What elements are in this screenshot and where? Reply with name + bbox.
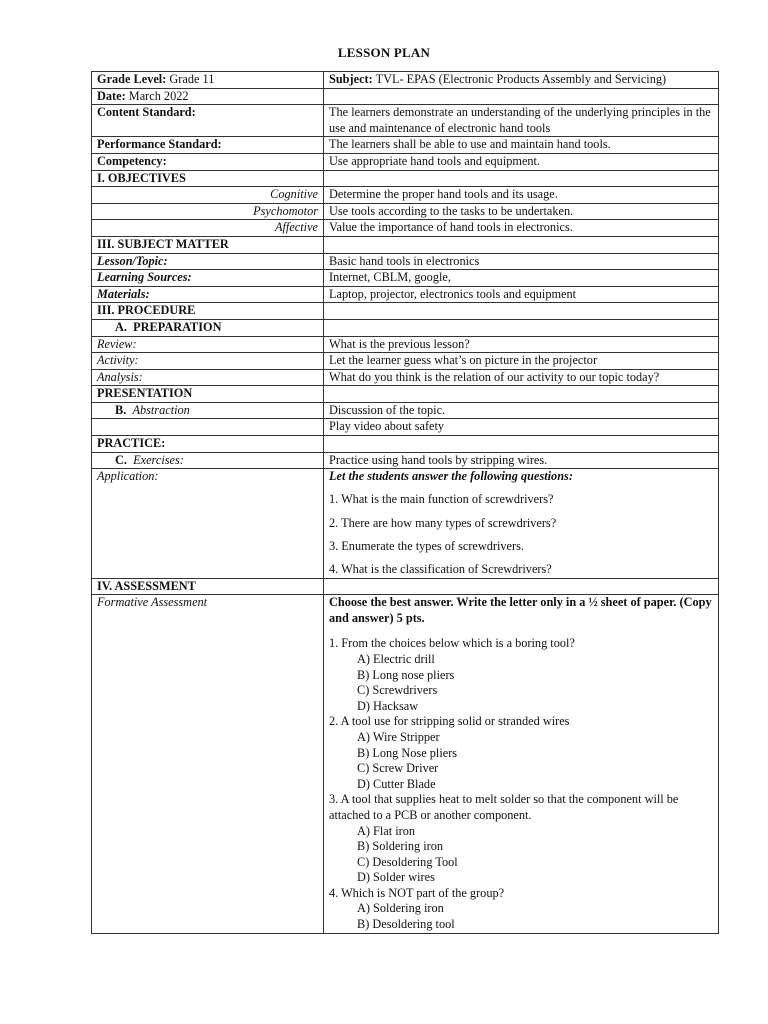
analysis-value: What do you think is the relation of our activity to our topic today? <box>324 369 719 386</box>
application-cell <box>324 469 719 578</box>
review-value: What is the previous lesson? <box>324 336 719 353</box>
answer-option: A) Flat iron <box>357 823 416 838</box>
review-row <box>92 336 719 353</box>
subject-value: TVL- EPAS (Electronic Products Assembly and Servicing) <box>375 72 667 86</box>
objectives-heading: I. OBJECTIVES <box>92 170 324 187</box>
application-label: Application: <box>92 469 324 578</box>
exercises-row <box>92 452 719 469</box>
assessment-question: 2. A tool use for stripping solid or stranded wires <box>329 714 570 729</box>
performance-standard-label: Performance Standard: <box>92 137 324 154</box>
practice-heading-row <box>92 436 719 453</box>
lesson-plan-table <box>91 71 719 934</box>
subject-matter-label: Materials: <box>92 286 324 303</box>
performance-standard-value: The learners shall be able to use and maintain hand tools. <box>324 137 719 154</box>
application-question: 3. Enumerate the types of screwdrivers. <box>329 538 524 553</box>
content-standard-row <box>92 105 719 137</box>
page-title: LESSON PLAN <box>337 45 431 60</box>
date-cell <box>92 88 324 105</box>
review-label: Review: <box>92 336 324 353</box>
answer-option: B) Soldering iron <box>357 839 444 854</box>
subject-matter-heading: III. SUBJECT MATTER <box>92 236 324 253</box>
formative-assessment-label: Formative Assessment <box>92 595 324 933</box>
answer-option: C) Screw Driver <box>357 761 439 776</box>
answer-option: A) Wire Stripper <box>357 729 440 744</box>
objective-row <box>92 203 719 220</box>
answer-option: D) Solder wires <box>357 870 435 885</box>
grade-subject-row <box>92 72 719 89</box>
date-blank-cell <box>324 88 719 105</box>
competency-value: Use appropriate hand tools and equipment. <box>324 153 719 170</box>
assessment-question: 3. A tool that supplies heat to melt solder so that the component will be attached to a PCB or another component. <box>329 792 679 822</box>
assessment-heading-row <box>92 578 719 595</box>
answer-option: A) Soldering iron <box>357 901 444 916</box>
activity-row <box>92 353 719 370</box>
exercises-label-cell <box>92 452 324 469</box>
objective-value: Determine the proper hand tools and its usage. <box>324 187 719 204</box>
abstraction-value: Discussion of the topic. <box>324 402 719 419</box>
application-question: 1. What is the main function of screwdrivers? <box>329 492 554 507</box>
activity-value: Let the learner guess what’s on picture in the projector <box>324 353 719 370</box>
abstraction-letter: B. <box>115 402 127 417</box>
subject-matter-row <box>92 253 719 270</box>
content-standard-label: Content Standard: <box>92 105 324 137</box>
abstraction-value-2: Play video about safety <box>324 419 719 436</box>
assessment-heading: IV. ASSESSMENT <box>92 578 324 595</box>
application-row <box>92 469 719 578</box>
answer-option: A) Electric drill <box>357 651 435 666</box>
objective-label: Psychomotor <box>92 203 324 220</box>
abstraction-row <box>92 402 719 419</box>
subject-matter-heading-row <box>92 236 719 253</box>
answer-option: B) Long Nose pliers <box>357 745 458 760</box>
subject-matter-value: Basic hand tools in electronics <box>324 253 719 270</box>
practice-heading: PRACTICE: <box>92 436 324 453</box>
presentation-heading-row <box>92 386 719 403</box>
grade-level-cell <box>92 72 324 89</box>
formative-assessment-cell <box>324 595 719 933</box>
date-value: March 2022 <box>128 88 189 103</box>
subject-matter-label: Lesson/Topic: <box>92 253 324 270</box>
procedure-heading: III. PROCEDURE <box>92 303 324 320</box>
preparation-letter: A. <box>115 319 127 334</box>
application-question: 4. What is the classification of Screwdrivers? <box>329 562 552 576</box>
analysis-row <box>92 369 719 386</box>
answer-option: D) Cutter Blade <box>357 776 436 791</box>
competency-label: Competency: <box>92 153 324 170</box>
preparation-heading <box>92 319 324 336</box>
answer-option: C) Desoldering Tool <box>357 854 458 869</box>
grade-level-label: Grade Level: <box>97 72 167 86</box>
objective-label: Affective <box>92 220 324 237</box>
answer-option: B) Long nose pliers <box>357 667 455 682</box>
objective-label: Cognitive <box>92 187 324 204</box>
procedure-heading-row <box>92 303 719 320</box>
answer-option: B) Desoldering tool <box>357 917 455 932</box>
abstraction-label: Abstraction <box>132 402 190 417</box>
answer-option: D) Hacksaw <box>357 698 419 713</box>
grade-level-value: Grade 11 <box>169 72 215 86</box>
analysis-label: Analysis: <box>92 369 324 386</box>
date-label: Date: <box>97 88 126 103</box>
subject-matter-value: Laptop, projector, electronics tools and equipment <box>324 286 719 303</box>
objective-row <box>92 187 719 204</box>
preparation-heading-text: PREPARATION <box>133 319 222 334</box>
subject-matter-value: Internet, CBLM, google, <box>324 270 719 287</box>
objective-row <box>92 220 719 237</box>
subject-matter-row <box>92 270 719 287</box>
objective-value: Value the importance of hand tools in electronics. <box>324 220 719 237</box>
objective-value: Use tools according to the tasks to be undertaken. <box>324 203 719 220</box>
subject-matter-label: Learning Sources: <box>92 270 324 287</box>
presentation-heading: PRESENTATION <box>92 386 324 403</box>
assessment-question: 1. From the choices below which is a boring tool? <box>329 636 575 651</box>
answer-option: C) Screwdrivers <box>357 683 438 698</box>
application-question: 2. There are how many types of screwdrivers? <box>329 515 557 530</box>
exercises-label: Exercises: <box>133 452 184 467</box>
assessment-question: 4. Which is NOT part of the group? <box>329 885 505 900</box>
preparation-heading-row <box>92 319 719 336</box>
subject-cell <box>324 72 719 89</box>
exercises-value: Practice using hand tools by stripping wires. <box>324 452 719 469</box>
assessment-instruction: Choose the best answer. Write the letter only in a ½ sheet of paper. (Copy and answer) 5 pts. <box>329 595 712 625</box>
content-standard-value: The learners demonstrate an understanding of the underlying principles in the use and maintenance of electronic hand tools <box>324 105 719 137</box>
performance-standard-row <box>92 137 719 154</box>
competency-row <box>92 153 719 170</box>
exercises-letter: C. <box>115 452 127 467</box>
subject-label: Subject: <box>329 72 373 86</box>
abstraction-row-2 <box>92 419 719 436</box>
date-row <box>92 88 719 105</box>
formative-assessment-row <box>92 595 719 933</box>
application-prompt: Let the students answer the following questions: <box>329 469 573 484</box>
abstraction-label-cell <box>92 402 324 419</box>
objectives-heading-row <box>92 170 719 187</box>
activity-label: Activity: <box>92 353 324 370</box>
subject-matter-row <box>92 286 719 303</box>
